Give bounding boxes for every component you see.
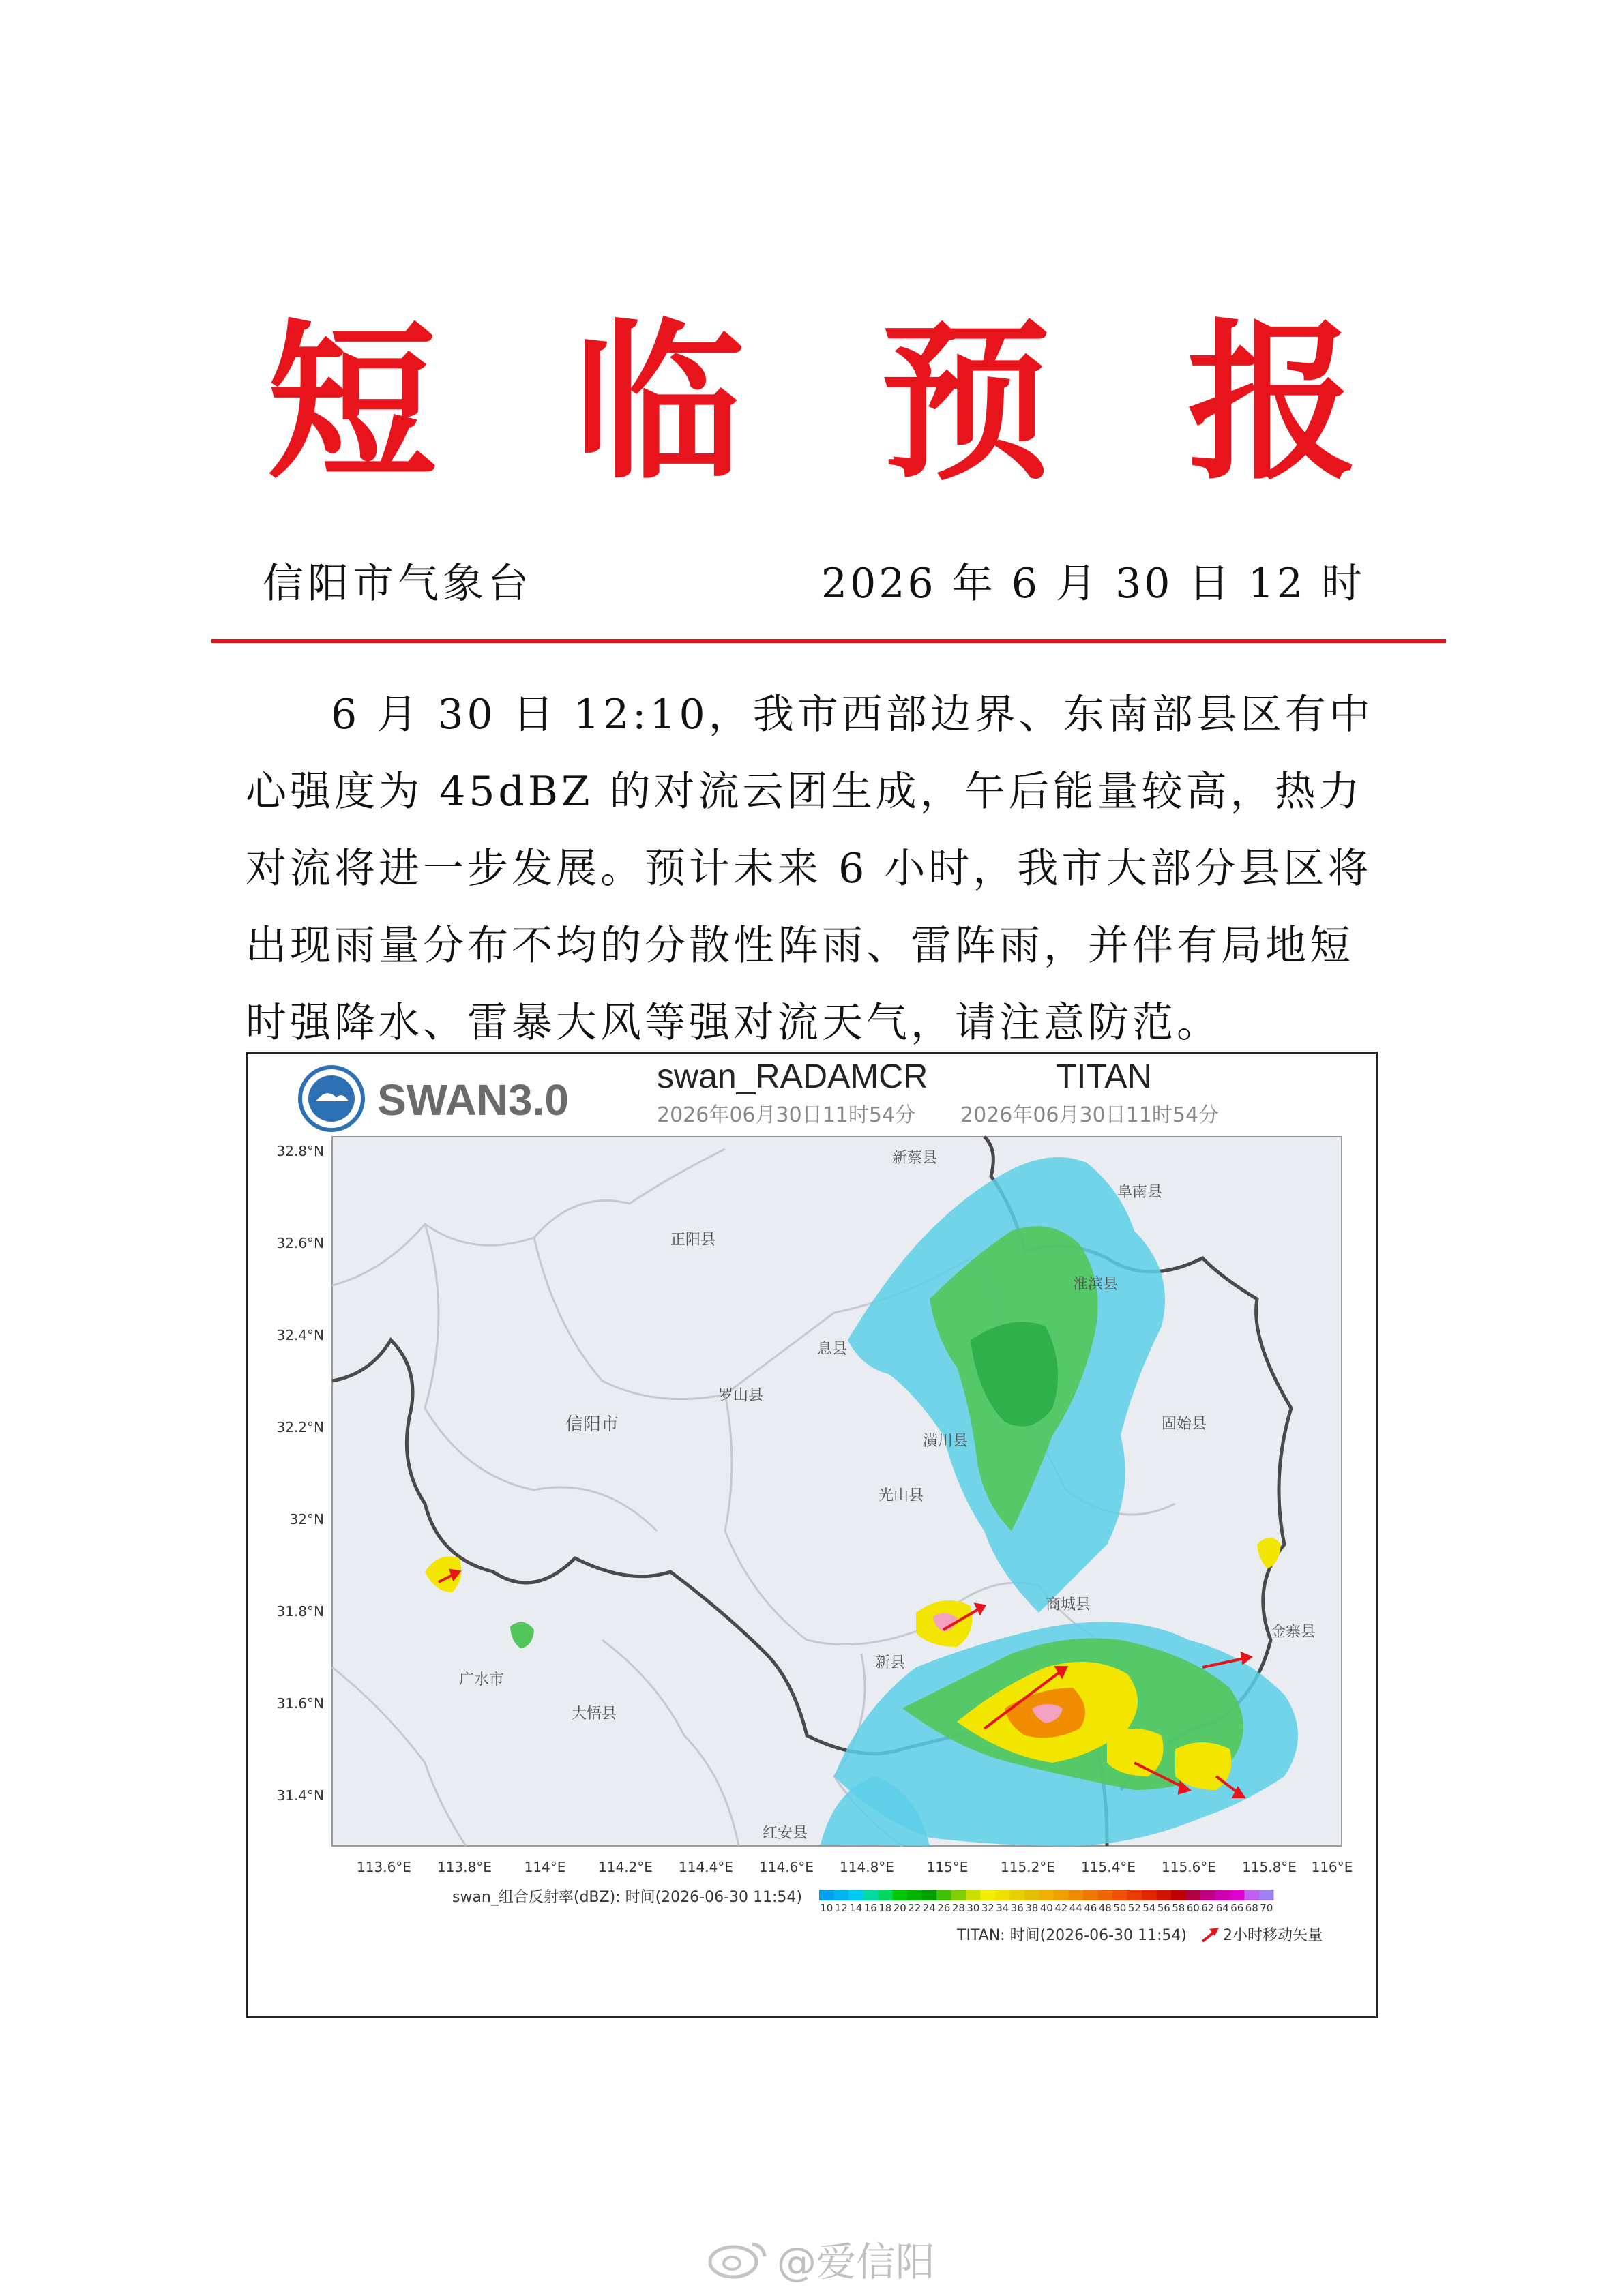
legend-swatch — [878, 1890, 893, 1900]
legend-value-label: 44 — [1069, 1902, 1082, 1914]
lon-tick-label: 114.2°E — [598, 1859, 653, 1875]
place-label: 阜南县 — [1117, 1184, 1163, 1201]
legend-value-label: 18 — [879, 1902, 892, 1914]
lon-tick-label: 114.4°E — [679, 1859, 733, 1875]
weibo-logo-icon — [706, 2237, 769, 2280]
title-char: 预 — [880, 302, 1051, 503]
legend-swatch — [951, 1890, 966, 1900]
issue-time: 2026 年 6 月 30 日 12 时 — [821, 560, 1365, 608]
place-label: 潢川县 — [923, 1433, 969, 1450]
brand-label: SWAN3.0 — [377, 1075, 569, 1124]
legend-value-label: 68 — [1245, 1902, 1258, 1914]
reflectivity-color-scale — [819, 1890, 1274, 1900]
place-label: 息县 — [817, 1341, 848, 1358]
place-label: 固始县 — [1162, 1416, 1207, 1433]
legend-swatch — [995, 1890, 1010, 1900]
place-label: 大悟县 — [572, 1705, 617, 1723]
legend-value-label: 40 — [1039, 1902, 1053, 1914]
lat-tick-label: 32.4°N — [276, 1327, 324, 1343]
legend-value-label: 16 — [863, 1902, 877, 1914]
legend-value-label: 24 — [922, 1902, 936, 1914]
legend-swatch — [1245, 1890, 1260, 1900]
lon-tick-label: 113.8°E — [437, 1859, 492, 1875]
legend-value-label: 60 — [1186, 1902, 1200, 1914]
lon-tick-label: 114.6°E — [759, 1859, 814, 1875]
legend-swatch — [1112, 1890, 1127, 1900]
legend-value-label: 30 — [966, 1902, 980, 1914]
legend-value-label: 14 — [849, 1902, 863, 1914]
place-label: 商城县 — [1046, 1596, 1091, 1613]
legend-value-label: 28 — [951, 1902, 965, 1914]
lat-tick-label: 31.6°N — [276, 1695, 324, 1712]
lat-tick-label: 31.4°N — [276, 1787, 324, 1804]
legend-value-label: 50 — [1113, 1902, 1127, 1914]
title-char: 报 — [1187, 302, 1358, 503]
legend-swatch — [1215, 1890, 1230, 1900]
legend-swatch — [922, 1890, 937, 1900]
legend-swatch — [1069, 1890, 1084, 1900]
titan-vector-label: 2小时移动矢量 — [1223, 1927, 1323, 1944]
legend-value-label: 12 — [834, 1902, 848, 1914]
legend-value-label: 34 — [996, 1902, 1009, 1914]
legend-swatch — [907, 1890, 922, 1900]
overlay-label: TITAN — [1056, 1057, 1152, 1095]
legend-swatch — [1127, 1890, 1142, 1900]
legend-value-label: 20 — [893, 1902, 906, 1914]
lon-tick-label: 115.2°E — [1001, 1859, 1055, 1875]
legend-swatch — [1200, 1890, 1215, 1900]
place-label: 金寨县 — [1271, 1624, 1316, 1641]
legend-value-label: 56 — [1157, 1902, 1170, 1914]
legend-value-label: 70 — [1260, 1902, 1273, 1914]
issuer: 信阳市气象台 — [263, 560, 533, 608]
lon-tick-label: 115.6°E — [1162, 1859, 1216, 1875]
radar-map — [246, 1052, 1378, 2018]
lon-tick-label: 116°E — [1311, 1859, 1353, 1875]
legend-swatch — [1259, 1890, 1274, 1900]
product-label: swan_RADAMCR — [657, 1057, 928, 1095]
legend-value-label: 26 — [937, 1902, 951, 1914]
legend-swatch — [1098, 1890, 1113, 1900]
legend-swatch — [966, 1890, 981, 1900]
legend-value-label: 36 — [1010, 1902, 1024, 1914]
place-label: 淮滨县 — [1073, 1276, 1119, 1293]
legend-swatch — [863, 1890, 879, 1900]
title-char: 短 — [266, 302, 437, 503]
legend-value-label: 52 — [1127, 1902, 1141, 1914]
legend-value-label: 42 — [1054, 1902, 1068, 1914]
product-time: 2026年06月30日11时54分 — [657, 1103, 916, 1127]
place-label: 新县 — [875, 1654, 906, 1671]
swan-logo-icon — [300, 1067, 363, 1130]
legend-swatch — [1186, 1890, 1201, 1900]
lat-tick-label: 32.8°N — [276, 1143, 324, 1159]
lon-tick-label: 114°E — [524, 1859, 566, 1875]
map-plot — [332, 1137, 1342, 1846]
lon-tick-label: 114.8°E — [840, 1859, 894, 1875]
place-label: 光山县 — [879, 1487, 924, 1504]
forecast-body: 6 月 30 日 12:10，我市西部边界、东南部县区有中心强度为 45dBZ 的对流云团生成，午后能量较高，热力对流将进一步发展。预计未来 6 小时，我市大部分县区将出现雨量分布不均的分散性阵雨、雷阵雨，并伴有局地短时强降水、雷暴大风等强对流天气，请注意防范。 — [246, 691, 1374, 1047]
reflectivity-scale-values — [820, 1902, 1273, 1914]
place-label: 红安县 — [763, 1825, 808, 1842]
lat-tick-label: 32°N — [289, 1511, 324, 1527]
legend-swatch — [1083, 1890, 1098, 1900]
legend-swatch — [1039, 1890, 1054, 1900]
place-label: 信阳市 — [565, 1414, 619, 1435]
legend-value-label: 48 — [1098, 1902, 1112, 1914]
radar-map-svg — [248, 1054, 1376, 2016]
legend-value-label: 38 — [1025, 1902, 1039, 1914]
legend-value-label: 54 — [1142, 1902, 1156, 1914]
watermark — [706, 2230, 935, 2287]
lat-tick-label: 32.6°N — [276, 1235, 324, 1251]
lon-tick-label: 115.8°E — [1242, 1859, 1297, 1875]
legend-swatch — [981, 1890, 996, 1900]
legend-swatch — [1024, 1890, 1039, 1900]
lon-tick-label: 113.6°E — [357, 1859, 411, 1875]
titan-caption: TITAN: 时间(2026-06-30 11:54) — [957, 1927, 1187, 1944]
lat-tick-label: 31.8°N — [276, 1603, 324, 1620]
legend-caption: swan_组合反射率(dBZ): 时间(2026-06-30 11:54) — [452, 1889, 802, 1906]
header-rule — [211, 639, 1446, 643]
place-label: 广水市 — [459, 1671, 505, 1688]
place-label: 正阳县 — [670, 1232, 716, 1249]
legend-value-label: 58 — [1172, 1902, 1185, 1914]
legend-swatch — [1171, 1890, 1186, 1900]
document-title — [0, 302, 1624, 503]
lat-tick-label: 32.2°N — [276, 1419, 324, 1435]
legend-swatch — [834, 1890, 849, 1900]
place-label: 罗山县 — [718, 1387, 764, 1404]
legend-value-label: 10 — [820, 1902, 833, 1914]
legend-swatch — [819, 1890, 834, 1900]
legend-swatch — [936, 1890, 951, 1900]
overlay-time: 2026年06月30日11时54分 — [960, 1103, 1220, 1127]
legend-value-label: 32 — [981, 1902, 994, 1914]
motion-vector-arrow-icon — [1202, 1928, 1219, 1941]
lon-tick-label: 115.4°E — [1081, 1859, 1136, 1875]
legend-swatch — [893, 1890, 908, 1900]
legend-swatch — [1230, 1890, 1245, 1900]
place-label: 新蔡县 — [892, 1150, 938, 1167]
legend-swatch — [1142, 1890, 1157, 1900]
legend-swatch — [1054, 1890, 1069, 1900]
lon-tick-label: 115°E — [926, 1859, 969, 1875]
legend-value-label: 66 — [1230, 1902, 1244, 1914]
legend-swatch — [1157, 1890, 1172, 1900]
legend-swatch — [1010, 1890, 1025, 1900]
legend-value-label: 62 — [1201, 1902, 1215, 1914]
title-char: 临 — [573, 302, 744, 503]
legend-value-label: 46 — [1084, 1902, 1097, 1914]
legend-value-label: 22 — [908, 1902, 921, 1914]
watermark-text: @爱信阳 — [777, 2239, 936, 2285]
legend-value-label: 64 — [1215, 1902, 1229, 1914]
legend-swatch — [848, 1890, 863, 1900]
